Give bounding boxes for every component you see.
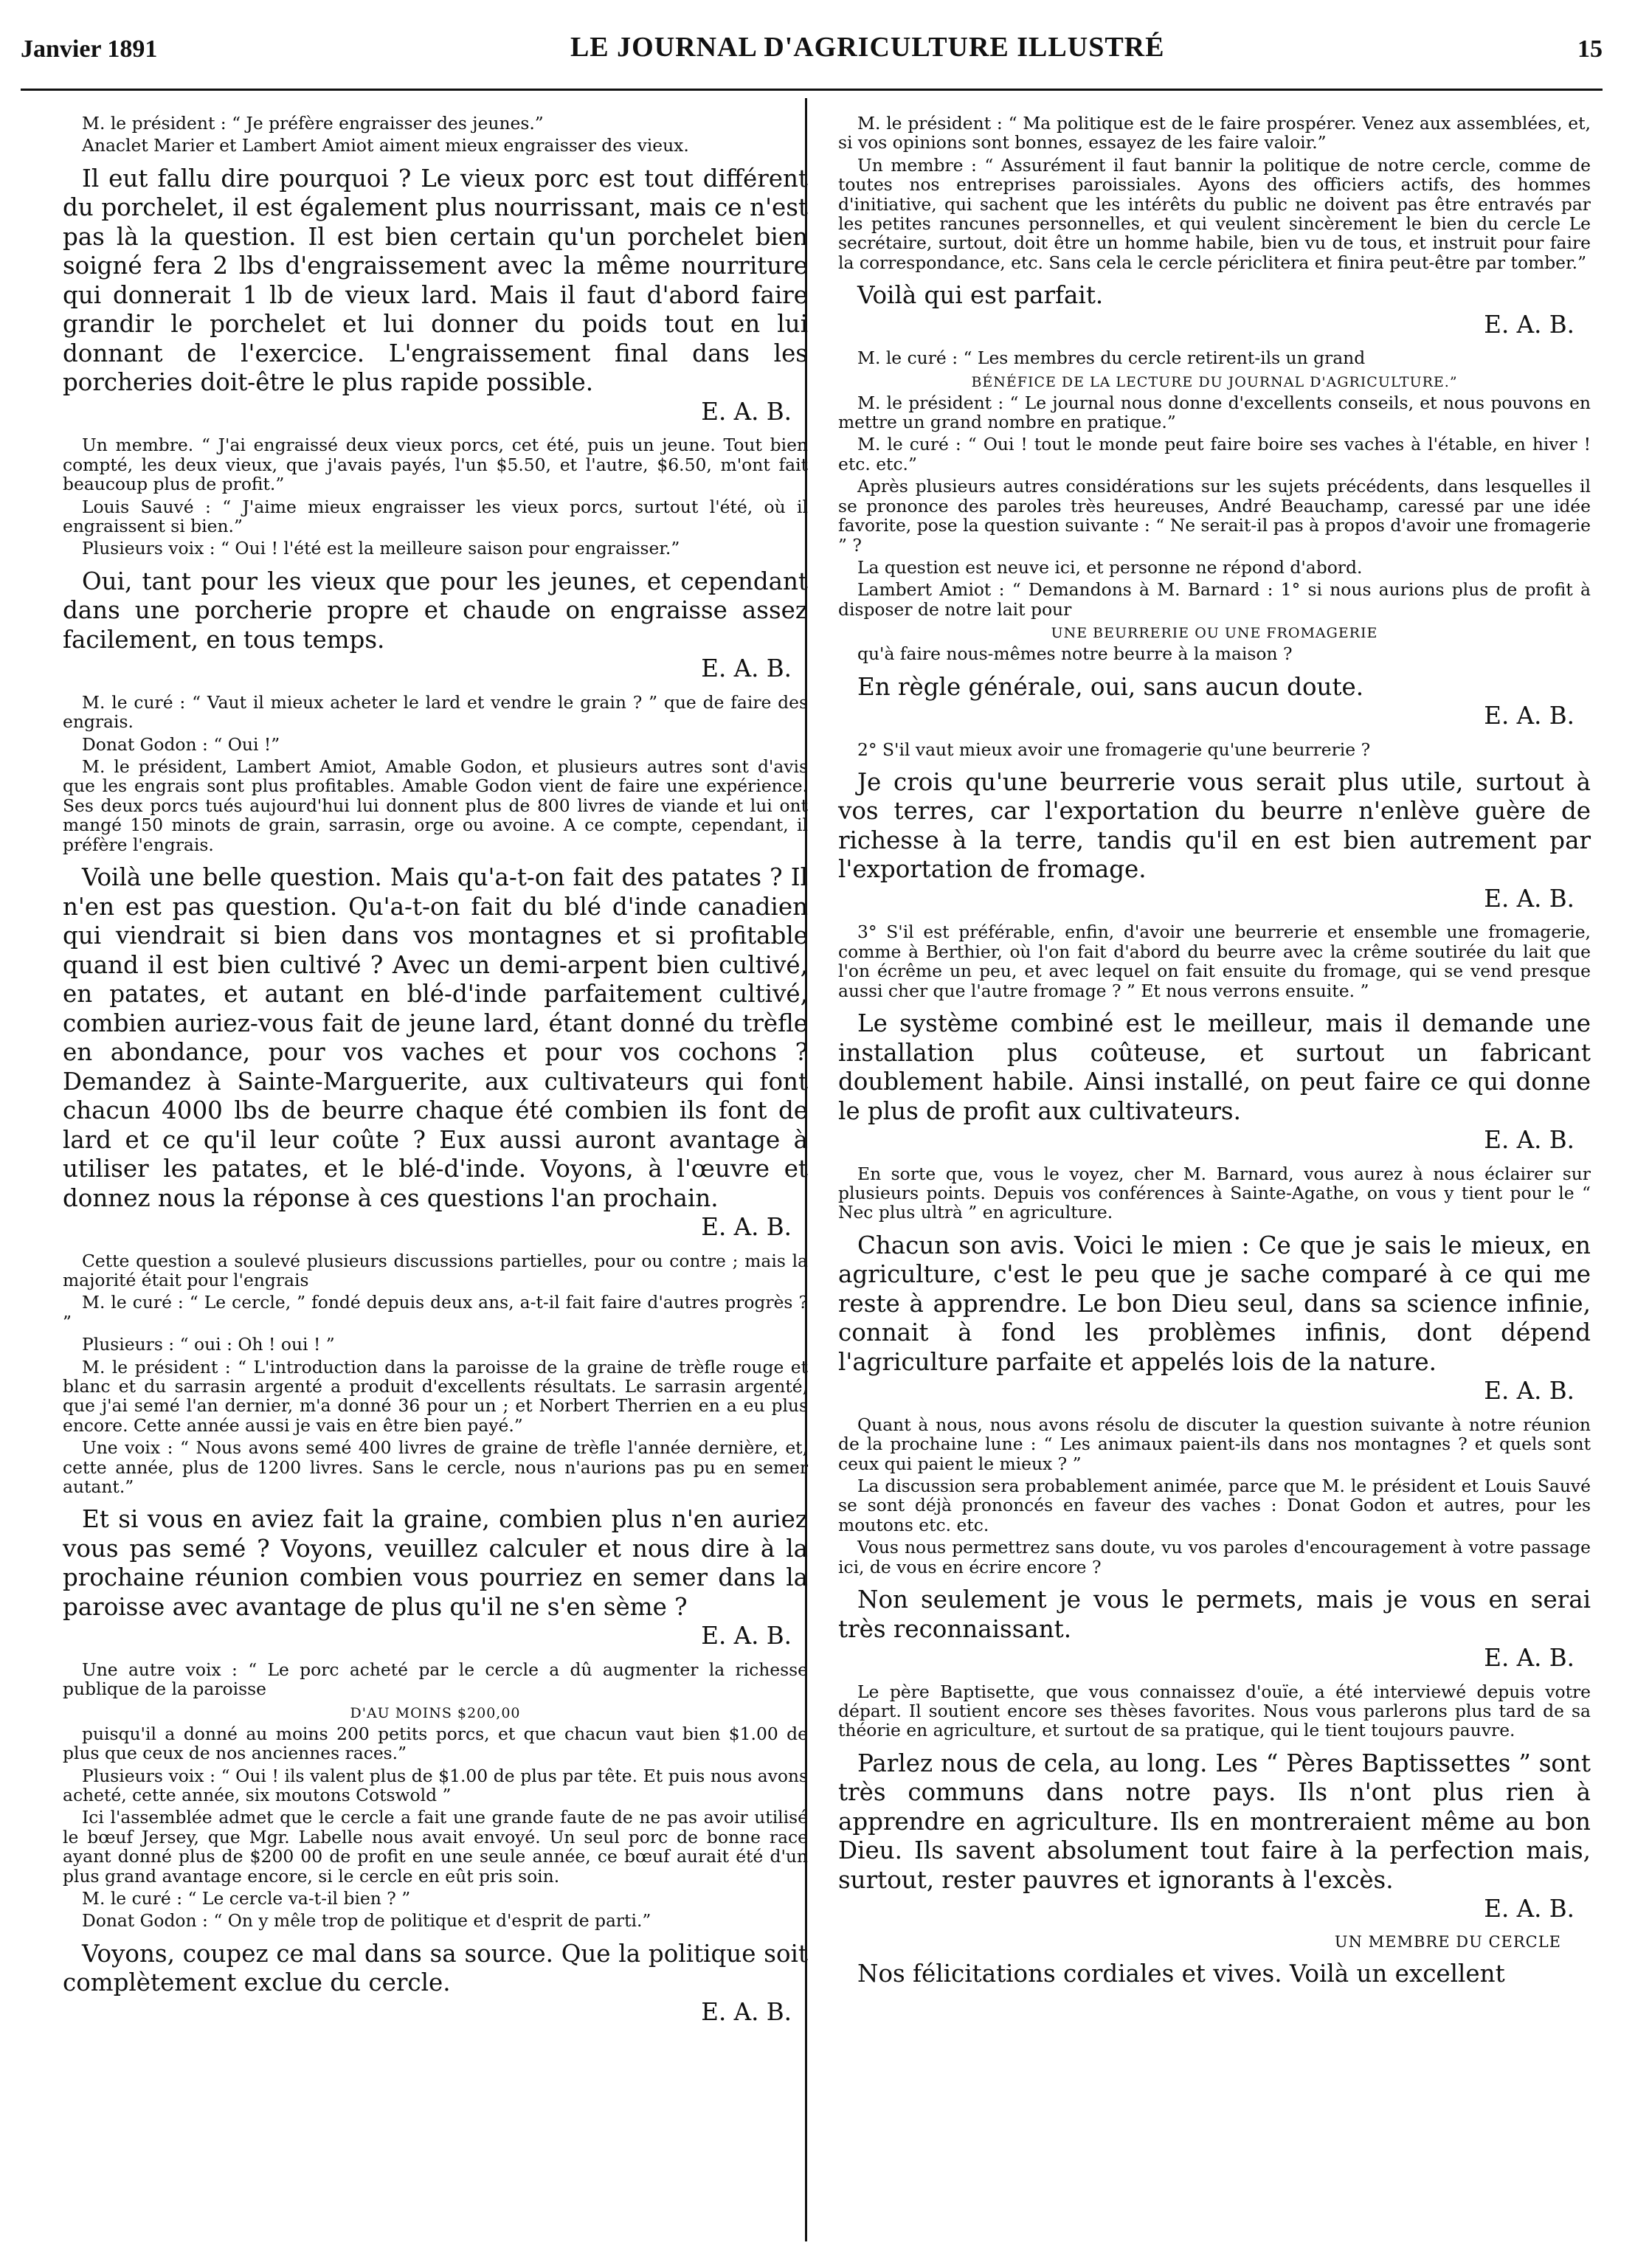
minutes-paragraph	[838, 644, 1591, 663]
reply-text: Voilà qui est parfait.	[857, 281, 1104, 310]
header-rule	[21, 89, 1603, 91]
editor-reply	[63, 863, 808, 1242]
paragraph-text: La discussion sera probablement animée, parce que M. le président et Louis Sauvé se sont déjà prononcés en faveur des vaches : Donat Godon et autres, pour les moutons etc. etc.	[838, 1476, 1591, 1535]
editor-signature: E. A. B.	[701, 397, 792, 426]
editor-reply	[838, 1960, 1591, 1989]
paragraph-text: Anaclet Marier et Lambert Amiot aiment mieux engraisser des vieux.	[82, 135, 689, 156]
paragraph-text: 3° S'il est préférable, enfin, d'avoir une beurrerie et ensemble une fromagerie, comme à Berthier, où l'on fait d'abord du beurre avec la crême soutirée du lait que l'on écrême un peu, et avec lequel on fait ensuite du fromage, qui se vend presque aussi cher que l'autre fromage ? ” Et nous verrons ensuite. ”	[838, 922, 1591, 1001]
editor-reply	[838, 1231, 1591, 1406]
reply-text: Oui, tant pour les vieux que pour les jeunes, et cependant dans une porcherie propre et chaude on engraisse assez facilement, en tous temps.	[63, 567, 808, 654]
reply-text: Parlez nous de cela, au long. Les “ Pères Baptissettes ” sont très communs dans notre pays. Ils n'ont plus rien à apprendre en agriculture. Ils en montreraient même au bon Dieu. Ils savent absolument tout faire à la perfection mais, surtout, rester pauvres et ignorants à l'excès.	[838, 1749, 1591, 1894]
issue-date: Janvier 1891	[21, 35, 158, 63]
journal-title: LE JOURNAL D'AGRICULTURE ILLUSTRÉ	[570, 32, 1165, 63]
editor-reply	[63, 567, 808, 684]
editor-signature: E. A. B.	[1484, 884, 1574, 913]
minutes-paragraph	[63, 435, 808, 494]
paragraph-text: Cette question a soulevé plusieurs discussions partielles, pour ou contre ; mais la majorité était pour l'engrais	[63, 1250, 808, 1290]
editor-signature: E. A. B.	[701, 1213, 792, 1241]
minutes-paragraph	[63, 1251, 808, 1290]
left-column	[63, 111, 808, 2027]
minutes-paragraph	[838, 740, 1591, 759]
paragraph-text: Donat Godon : “ Oui !”	[82, 733, 280, 755]
paragraph-text: Une autre voix : “ Le porc acheté par le cercle a dû augmenter la richesse publique de la paroisse	[63, 1659, 808, 1700]
paragraph-text: Plusieurs : “ oui : Oh ! oui ! ”	[82, 1334, 335, 1355]
heading-text: UNE BEURRERIE OU UNE FROMAGERIE	[1051, 625, 1378, 642]
paragraph-text: Donat Godon : “ On y mêle trop de politique et d'esprit de parti.”	[82, 1910, 651, 1932]
editor-signature: E. A. B.	[701, 1622, 792, 1650]
minutes-paragraph	[838, 393, 1591, 432]
paragraph-text: M. le curé : “ Les membres du cercle retirent-ils un grand	[857, 348, 1366, 369]
paragraph-text: qu'à faire nous-mêmes notre beurre à la maison ?	[857, 643, 1293, 665]
paragraph-text: Un membre : “ Assurément il faut bannir la politique de notre cercle, comme de toutes nos entreprises paroissiales. Ayons des officiers actifs, des hommes d'initiative, qui sachent que les intérêts du public ne doivent pas être entravés par les petites rancunes personnelles, et qui veulent sincèrement le bien du cercle Le secrétaire, surtout, doit être un homme habile, bien vu de tous, et instruit pour faire la correspondance, etc. Sans cela le cercle périclitera et finira peut-être par tomber.”	[838, 154, 1591, 273]
minutes-paragraph	[838, 156, 1591, 272]
minutes-paragraph	[838, 1415, 1591, 1473]
minutes-paragraph	[63, 693, 808, 732]
minutes-paragraph	[63, 1335, 808, 1354]
paragraph-text: M. le président, Lambert Amiot, Amable Godon, et plusieurs autres sont d'avis que les engrais sont plus profitables. Amable Godon vient de faire une expérience. Ses deux porcs tués aujourd'hui lui donnent plus de 800 livres de viande et lui ont mangé 150 minots de grain, sarrasin, orge ou avoine. A ce compte, cependant, il préfère l'engrais.	[63, 756, 808, 855]
paragraph-text: M. le curé : “ Oui ! tout le monde peut faire boire ses vaches à l'étable, en hiver ! etc. etc.”	[838, 434, 1591, 474]
editor-reply	[838, 1749, 1591, 1924]
heading-text: BÉNÉFICE DE LA LECTURE DU JOURNAL D'AGRICULTURE.”	[971, 373, 1458, 390]
minutes-paragraph	[838, 558, 1591, 577]
page-number: 15	[1577, 35, 1603, 63]
reply-text: Voilà une belle question. Mais qu'a-t-on fait des patates ? Il n'en est pas question. Qu'a-t-on fait du blé d'inde canadien qui viendrait si bien dans vos montagnes et si profitable quand il est bien cultivé ? Avec un demi-arpent bien cultivé, en patates, et autant en blé-d'inde parfaitement cultivé, combien auriez-vous fait de jeune lard, étant donné du trèfle en abondance, pour vos vaches et pour vos cochons ? Demandez à Sainte-Marguerite, aux cultivateurs qui font chacun 4000 lbs de beurre chaque été combien ils font de lard et ce qu'il leur coûte ? Eux aussi auront avantage à utiliser les patates, et le blé-d'inde. Voyons, à l'œuvre et donnez nous la réponse à ces questions l'an prochain.	[63, 863, 808, 1212]
section-heading	[838, 374, 1591, 390]
editor-reply	[838, 768, 1591, 914]
minutes-paragraph	[63, 114, 808, 133]
reply-text: Voyons, coupez ce mal dans sa source. Que la politique soit complètement exclue du cercle.	[63, 1939, 808, 1997]
paragraph-text: Lambert Amiot : “ Demandons à M. Barnard : 1° si nous aurions plus de profit à disposer de notre lait pour	[838, 579, 1591, 620]
minutes-paragraph	[838, 348, 1591, 367]
minutes-paragraph	[63, 1889, 808, 1908]
editor-reply	[838, 1009, 1591, 1155]
reply-text: Il eut fallu dire pourquoi ? Le vieux porc est tout différent du porchelet, il est également plus nourrissant, mais ce n'est pas là la question. Il est bien certain qu'un porchelet bien soigné fera 2 lbs d'engraissement avec la même nourriture qui donnerait 1 lb de vieux lard. Mais il faut d'abord faire grandir le porchelet et lui donner du poids tout en lui donnant de l'exercice. L'engraissement final dans les porcheries doit-être le plus rapide possible.	[63, 164, 808, 397]
reply-text: Non seulement je vous le permets, mais je vous en serai très reconnaissant.	[838, 1586, 1591, 1643]
section-heading	[63, 1705, 808, 1721]
paragraph-text: Louis Sauvé : “ J'aime mieux engraisser les vieux porcs, surtout l'été, où il engraissent si bien.”	[63, 496, 808, 536]
paragraph-text: La question est neuve ici, et personne ne répond d'abord.	[857, 556, 1363, 578]
paragraph-text: M. le président : “ Je préfère engraisser des jeunes.”	[82, 113, 544, 134]
minutes-paragraph	[63, 136, 808, 155]
paragraph-text: Ici l'assemblée admet que le cercle a fait une grande faute de ne pas avoir utilisé le bœuf Jersey, que Mgr. Labelle nous avait envoyé. Un seul porc de bonne race ayant donné plus de $200 00 de profit en une seule année, ce bœuf aurait été d'un plus grand avantage encore, si le cercle en eût pris soin.	[63, 1807, 808, 1887]
minutes-paragraph	[838, 1476, 1591, 1535]
paragraph-text: M. le président : “ Le journal nous donne d'excellents conseils, et nous pouvons en mettre un grand nombre en pratique.”	[838, 392, 1591, 433]
editor-signature: E. A. B.	[1484, 1377, 1574, 1406]
editor-signature: E. A. B.	[701, 1997, 792, 2026]
paragraph-text: Le père Baptisette, que vous connaissez d'ouïe, a été interviewé depuis votre départ. Il soutient encore ses thèses favorites. Nous vous parlerons plus tard de sa théorie en agriculture, et surtout de sa pratique, qui le tient toujours pauvre.	[838, 1681, 1591, 1741]
paragraph-text: 2° S'il vaut mieux avoir une fromagerie qu'une beurrerie ?	[857, 739, 1371, 760]
paragraph-text: Après plusieurs autres considérations sur les sujets précédents, dans lesquelles il se prononce des paroles très heureuses, André Beauchamp, caressé par une idée favorite, pose la question suivante : “ Ne serait-il pas à propos d'avoir une fromagerie ” ?	[838, 476, 1591, 556]
paragraph-text: Vous nous permettrez sans doute, vu vos paroles d'encouragement à votre passage ici, de vous en écrire encore ?	[838, 1537, 1591, 1577]
minutes-paragraph	[63, 1293, 808, 1332]
paragraph-text: Quant à nous, nous avons résolu de discuter la question suivante à notre réunion de la prochaine lune : “ Les animaux paient-ils dans nos montagnes ? et quels sont ceux qui paient le mieux ? ”	[838, 1414, 1591, 1474]
reply-text: Chacun son avis. Voici le mien : Ce que je sais le mieux, en agriculture, c'est le peu que je sache comparé à ce qui me reste à apprendre. Le bon Dieu seul, dans sa science infinie, connait à fond les problèmes infinis, dont dépend l'agriculture parfaite et appelés lois de la nature.	[838, 1231, 1591, 1376]
minutes-paragraph	[63, 1911, 808, 1930]
right-column	[838, 111, 1591, 1988]
paragraph-text: puisqu'il a donné au moins 200 petits porcs, et que chacun vaut bien $1.00 de plus que ceux de nos anciennes races.”	[63, 1723, 808, 1764]
paragraph-text: M. le président : “ L'introduction dans la paroisse de la graine de trèfle rouge et blanc et du sarrasin argenté a produit d'excellents résultats. Le sarrasin argenté, que j'ai semé l'an dernier, m'a donné 36 pour un ; et Norbert Therrien en a eu plus encore. Cette année aussi je vais en être bien payé.”	[63, 1356, 808, 1436]
reply-text: Le système combiné est le meilleur, mais il demande une installation plus coûteuse, et surtout un fabricant doublement habile. Ainsi installé, on peut faire ce qui donne le plus de profit aux cultivateurs.	[838, 1009, 1591, 1125]
paragraph-text: M. le curé : “ Le cercle, ” fondé depuis deux ans, a-t-il fait faire d'autres progrès ? ”	[63, 1292, 808, 1332]
paragraph-text: Plusieurs voix : “ Oui ! l'été est la meilleure saison pour engraisser.”	[82, 538, 680, 559]
editor-signature: E. A. B.	[1484, 1644, 1574, 1673]
minutes-paragraph	[63, 1808, 808, 1886]
editor-reply	[838, 281, 1591, 339]
reply-text: Nos félicitations cordiales et vives. Voilà un excellent	[857, 1959, 1505, 1988]
minutes-paragraph	[838, 435, 1591, 474]
member-signature	[838, 1933, 1561, 1951]
minutes-paragraph	[838, 1164, 1591, 1223]
editor-signature: E. A. B.	[1484, 310, 1574, 339]
paragraph-text: En sorte que, vous le voyez, cher M. Barnard, vous aurez à nous éclairer sur plusieurs points. Depuis vos conférences à Sainte-Agathe, on vous y tient pour le “ Nec plus ultrà ” en agriculture.	[838, 1163, 1591, 1223]
editor-signature: E. A. B.	[701, 654, 792, 683]
minutes-paragraph	[838, 580, 1591, 619]
editor-signature: E. A. B.	[1484, 1895, 1574, 1923]
minutes-paragraph	[63, 1438, 808, 1496]
paragraph-text: M. le curé : “ Le cercle va-t-il bien ? ”	[82, 1887, 411, 1909]
heading-text: D'AU MOINS $200,00	[350, 1704, 521, 1721]
paragraph-text: Plusieurs voix : “ Oui ! ils valent plus de $1.00 de plus par tête. Et puis nous avons acheté, cette année, six moutons Cotswold ”	[63, 1765, 808, 1805]
minutes-paragraph	[63, 1358, 808, 1436]
minutes-paragraph	[63, 1724, 808, 1763]
reply-text: Et si vous en aviez fait la graine, combien plus n'en auriez vous pas semé ? Voyons, veuillez calculer et nous dire à la prochaine réunion combien vous pourriez en semer dans la paroisse avec avantage de plus qu'il ne s'en sème ?	[63, 1505, 808, 1621]
minutes-paragraph	[63, 1766, 808, 1805]
reply-text: En règle générale, oui, sans aucun doute.	[857, 672, 1364, 701]
paragraph-text: Une voix : “ Nous avons semé 400 livres de graine de trèfle l'année dernière, et, cette année, plus de 1200 livres. Sans le cercle, nous n'aurions pas pu en semer autant.”	[63, 1437, 808, 1497]
editor-reply	[63, 1940, 808, 2027]
editor-signature: E. A. B.	[1484, 1126, 1574, 1155]
editor-signature: E. A. B.	[1484, 702, 1574, 730]
minutes-paragraph	[838, 1538, 1591, 1577]
minutes-paragraph	[838, 1682, 1591, 1740]
paragraph-text: M. le curé : “ Vaut il mieux acheter le lard et vendre le grain ? ” que de faire des engrais.	[63, 691, 808, 733]
minutes-paragraph	[838, 477, 1591, 555]
editor-reply	[63, 165, 808, 427]
page-header	[21, 22, 1603, 63]
reply-text: Je crois qu'une beurrerie vous serait plus utile, surtout à vos terres, car l'exportation du beurre n'enlève guère de richesse à la terre, tandis qu'il en est bien autrement par l'exportation de fromage.	[838, 767, 1591, 884]
paragraph-text: M. le président : “ Ma politique est de le faire prospérer. Venez aux assemblées, et, si vos opinions sont bonnes, essayez de les faire valoir.”	[838, 113, 1591, 153]
minutes-paragraph	[838, 922, 1591, 1000]
minutes-paragraph	[63, 735, 808, 754]
paragraph-text: Un membre. “ J'ai engraissé deux vieux porcs, cet été, puis un jeune. Tout bien compté, les deux vieux, que j'avais payés, l'un $5.50, et l'autre, $6.50, m'ont fait beaucoup plus de profit.”	[63, 435, 808, 495]
minutes-paragraph	[838, 114, 1591, 153]
minutes-paragraph	[63, 1660, 808, 1699]
section-heading	[838, 625, 1591, 641]
minutes-paragraph	[63, 757, 808, 854]
minutes-paragraph	[63, 497, 808, 536]
minutes-paragraph	[63, 539, 808, 558]
signature-text: UN MEMBRE DU CERCLE	[1334, 1932, 1561, 1951]
editor-reply	[838, 673, 1591, 731]
editor-reply	[63, 1505, 808, 1651]
editor-reply	[838, 1586, 1591, 1673]
